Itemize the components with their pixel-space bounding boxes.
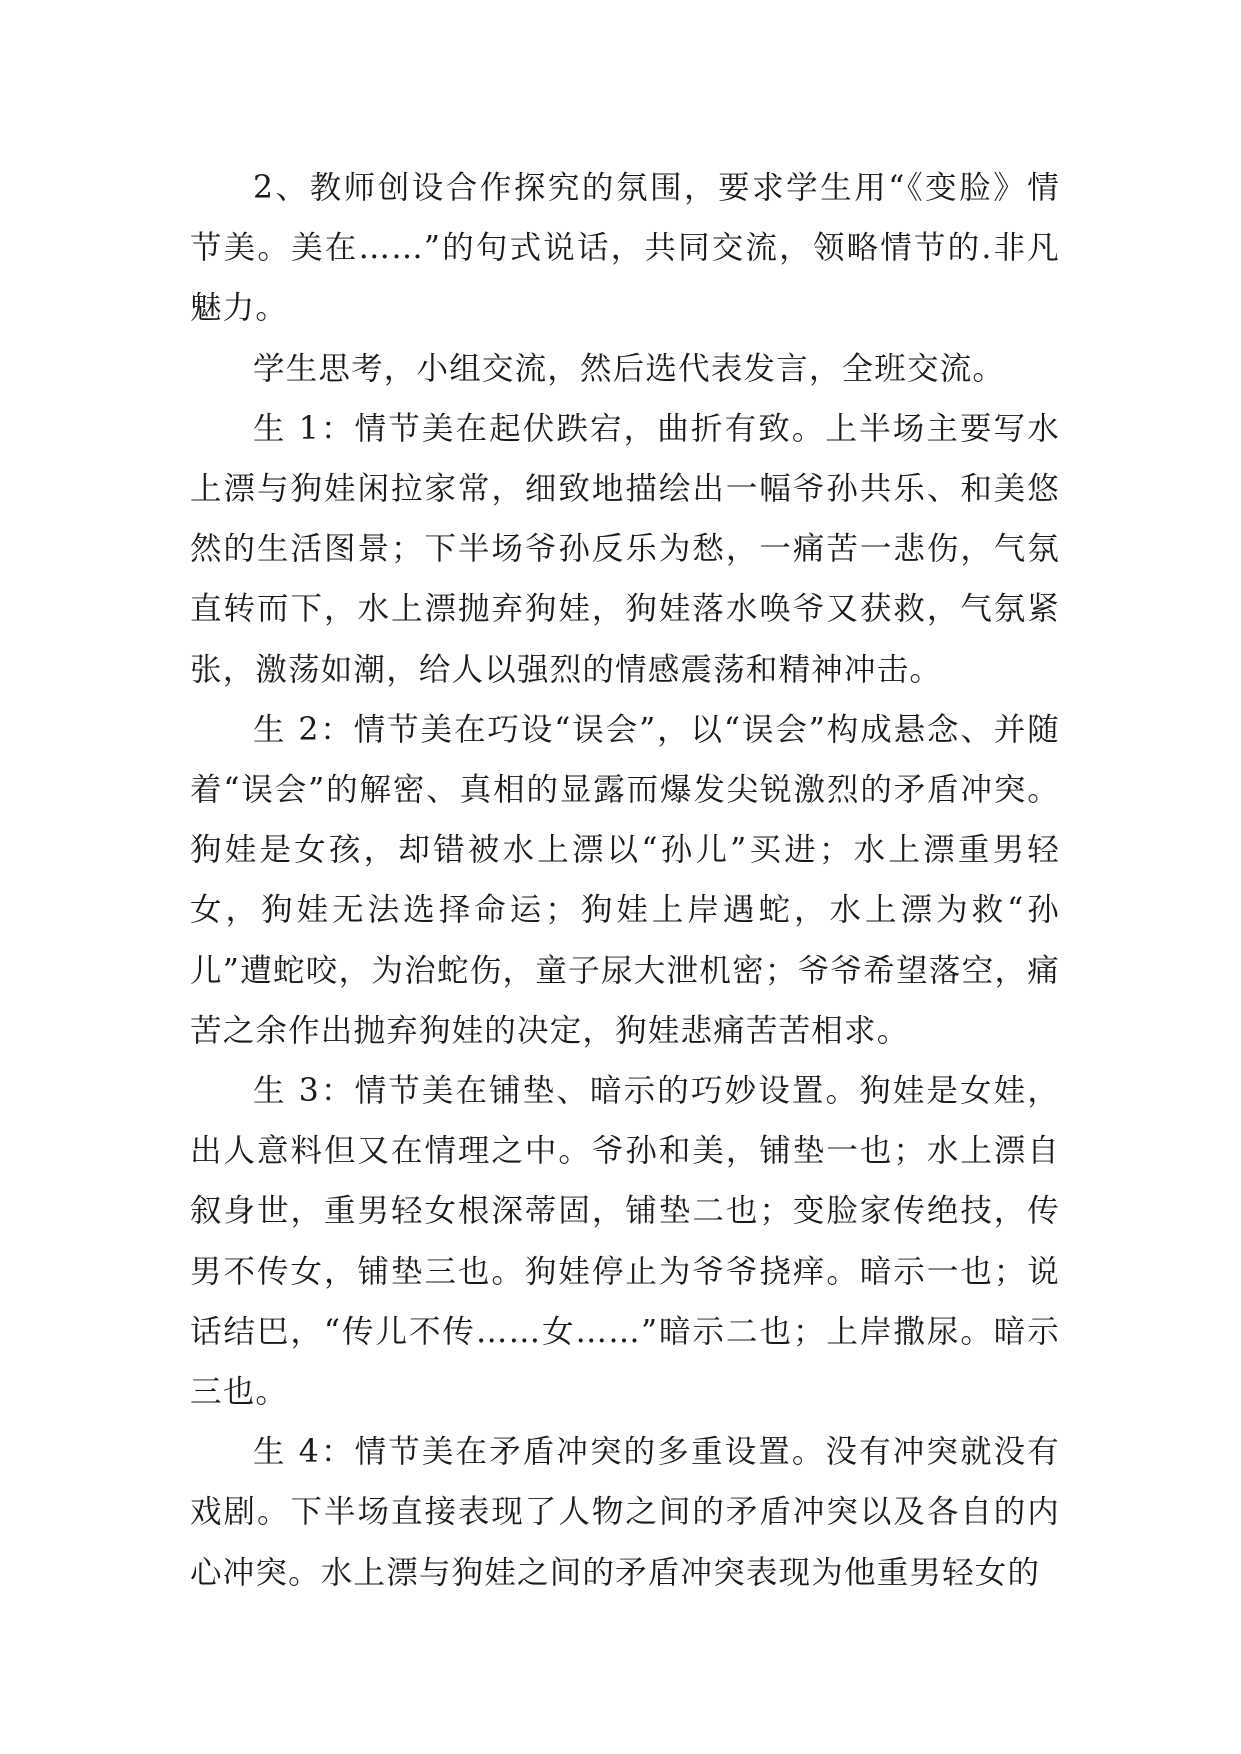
paragraph-student-2: 生 2：情节美在巧设“误会”，以“误会”构成悬念、并随着“误会”的解密、真相的显露而爆发尖锐激烈的矛盾冲突。狗娃是女孩，却错被水上漂以“孙儿”买进；水上漂重男轻女，狗娃无法选择命运；狗娃上岸遇蛇，水上漂为救“孙儿”遭蛇咬，为治蛇伤，童子尿大泄机密；爷爷希望落空，痛苦之余作出抛弃狗娃的决定，狗娃悲痛苦苦相求。 xyxy=(190,711,1060,1049)
document-body xyxy=(190,158,1060,1603)
paragraph-student-1: 生 1：情节美在起伏跌宕，曲折有致。上半场主要写水上漂与狗娃闲拉家常，细致地描绘出一幅爷孙共乐、和美悠然的生活图景；下半场爷孙反乐为愁，一痛苦一悲伤，气氛直转而下，水上漂抛弃狗娃，狗娃落水唤爷又获救，气氛紧张，激荡如潮，给人以强烈的情感震荡和精神冲击。 xyxy=(190,410,1060,688)
paragraph-task-instruction: 2、教师创设合作探究的氛围，要求学生用“《变脸》情节美。美在……”的句式说话，共同交流，领略情节的.非凡魅力。 xyxy=(190,170,1060,327)
paragraph-student-4: 生 4：情节美在矛盾冲突的多重设置。没有冲突就没有戏剧。下半场直接表现了人物之间的矛盾冲突以及各自的内心冲突。水上漂与狗娃之间的矛盾冲突表现为他重男轻女的 xyxy=(190,1434,1060,1591)
paragraph-student-3: 生 3：情节美在铺垫、暗示的巧妙设置。狗娃是女娃，出人意料但又在情理之中。爷孙和美，铺垫一也；水上漂自叙身世，重男轻女根深蒂固，铺垫二也；变脸家传绝技，传男不传女，铺垫三也。狗娃停止为爷爷挠痒。暗示一也；说话结巴，“传儿不传……女……”暗示二也；上岸撒尿。暗示三也。 xyxy=(190,1073,1060,1411)
paragraph-student-discussion: 学生思考，小组交流，然后选代表发言，全班交流。 xyxy=(253,350,1006,387)
